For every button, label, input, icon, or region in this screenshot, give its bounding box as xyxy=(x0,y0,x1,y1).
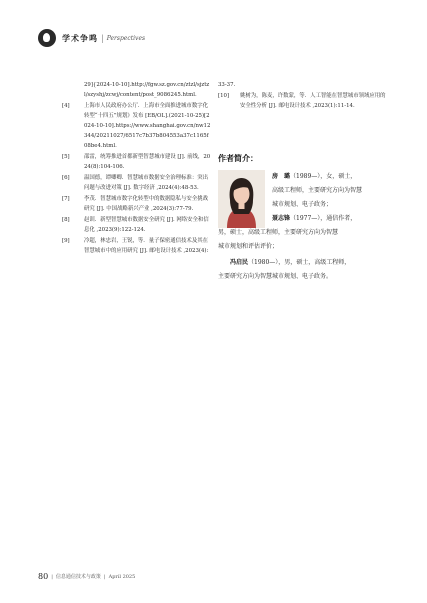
footer-separator: | xyxy=(51,573,53,580)
author-2-line-2: 男，硕士，高级工程师，主要研究方向为智慧 xyxy=(218,229,339,236)
column-title: 学术争鸣 xyxy=(62,32,98,43)
reference-continuation: 33-37. xyxy=(218,82,236,88)
reference-item: [6] 温国德，谭卿卿．智慧城市数据安全治理标准：突出问题与改进对策 [J]. 数字经济 ,2024(4):48-53. xyxy=(62,175,208,191)
references-left-column xyxy=(62,80,212,257)
column-header xyxy=(38,28,145,48)
author-1-line-1: 房 璐（1989—），女，硕士， xyxy=(272,173,357,180)
author-2-line-3: 城市规划和评估评价； xyxy=(218,243,279,250)
reference-item: 29]{2024-10-10].http://fgw.sz.gov.cn/ztzl/sjztzl/szyshj/zcwj/content/post_9086245.html. xyxy=(84,82,210,98)
reference-item: [8] 赵训．新型智慧城市数据安全研究 [J]. 网络安全和信息化 ,2023(9):122-124. xyxy=(62,217,209,233)
author-3-name: 冯启民 xyxy=(230,259,249,266)
author-portrait-icon xyxy=(218,170,265,228)
author-photo xyxy=(218,170,265,228)
reference-item: [4] 上海市人民政府办公厅．上海市全面推进城市数字化转型“十四五”规划》发布 [EB/OL].(2021-10-25)[2024-10-10].https://www.shanghai.gov.cn/nw12344/20211027/6517c7b37b804553a37c1165f08be4.html. xyxy=(62,103,211,149)
author-1-name: 房 璐 xyxy=(272,173,291,180)
issue-date: April 2025 xyxy=(108,573,136,580)
column-title-en: Perspectives xyxy=(106,34,146,42)
page-footer xyxy=(38,572,135,581)
author-2-name: 聂志锋 xyxy=(272,215,291,222)
reference-item: [5] 邵雷，统筹推进首都新型智慧城市建设 [J]. 前线，2024(8):104-106. xyxy=(62,154,211,170)
references-right-column xyxy=(218,80,386,112)
author-1-line-2: 高级工程师，主要研究方向为智慧 xyxy=(272,187,363,194)
page-number: 80 xyxy=(38,572,49,581)
author-3-line-1: 冯启民（1980—），男，硕士，高级工程师， xyxy=(230,259,351,266)
reference-item: [10] 姚树为，陈麦，许数蒙，等．人工智能在智慧城市领域应用的安全性分析 [J]. 邮电设计技术 ,2023(1):11-14. xyxy=(218,93,386,109)
reference-item: [7] 李茂．智慧城市数字化转型中的数据隐私与安全挑战研究 [J]. 中国战略新兴产业 ,2024(3):77-79. xyxy=(62,196,208,212)
author-2-line-1: 聂志锋（1977—），通信作者， xyxy=(272,215,357,222)
column-separator: | xyxy=(101,33,104,43)
authors-heading: 作者简介： xyxy=(218,154,258,163)
column-logo-icon xyxy=(38,29,56,47)
author-3-line-2: 主要研究方向为智慧城市规划、电子政务。 xyxy=(218,273,333,280)
reference-item: [9] 冷超，林忠岩，王锐，等．量子保密通信技术及其在智慧城市中的应用研究 [J]. 邮电设计技术 ,2023(4): xyxy=(62,238,209,254)
footer-separator: | xyxy=(103,573,106,580)
author-1-line-3: 城市规划、电子政务； xyxy=(272,201,333,208)
journal-name: 信息通信技术与政策 xyxy=(55,574,101,580)
